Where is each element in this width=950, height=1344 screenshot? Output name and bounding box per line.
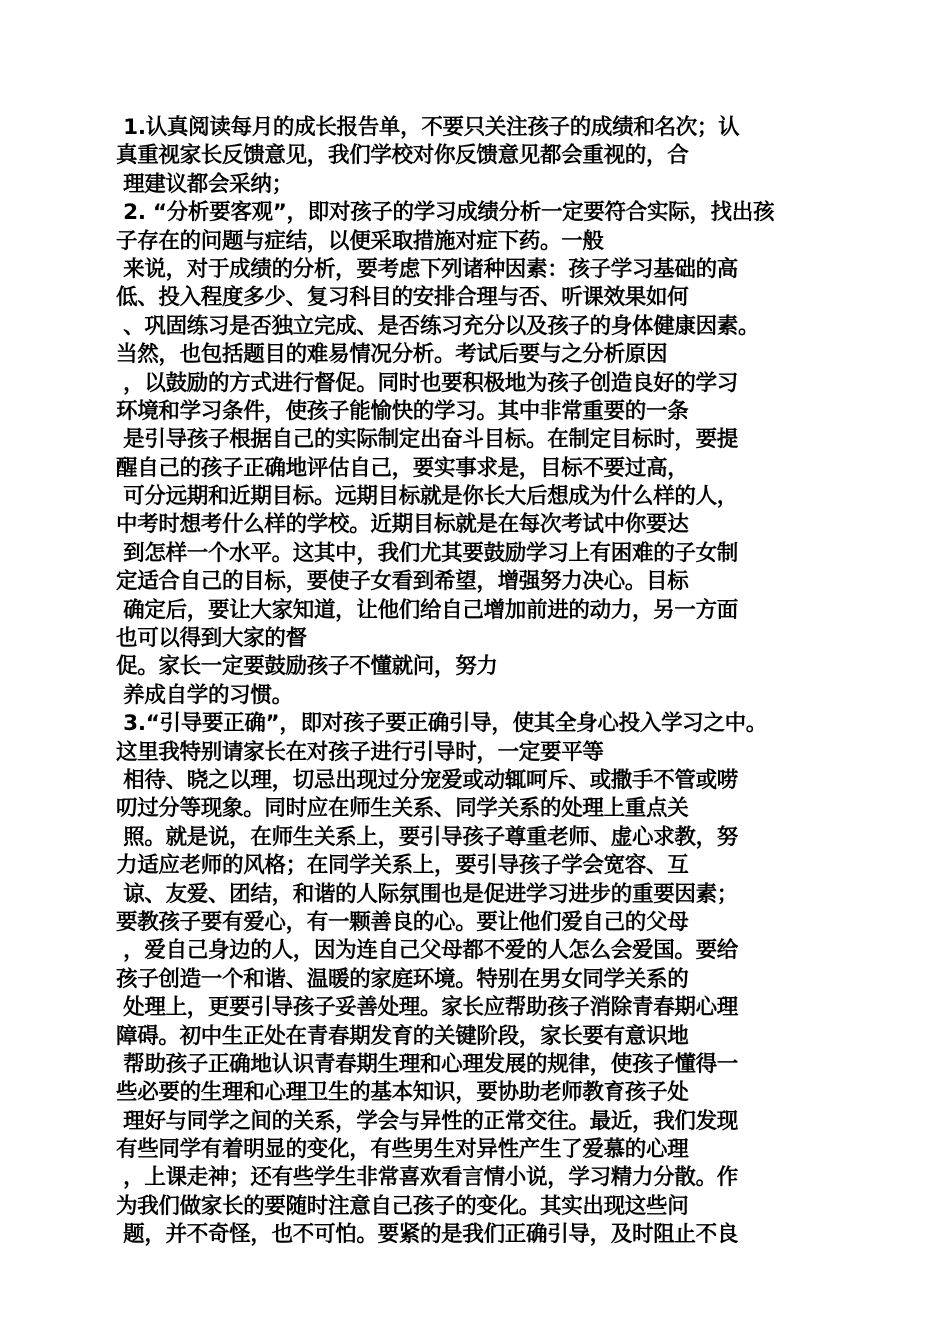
text-line: 为我们做家长的要随时注意自己孩子的变化。其实出现这些问 bbox=[116, 1193, 689, 1219]
text-line: 来说，对于成绩的分析，要考虑下列诸种因素：孩子学习基础的高 bbox=[116, 256, 738, 282]
text-line: 3.“引导要正确”，即对孩子要正确引导，使其全身心投入学习之中。 bbox=[116, 711, 767, 737]
text-line: 低、投入程度多少、复习科目的安排合理与否、听课效果如何 bbox=[116, 285, 689, 311]
text-line: 理建议都会采纳； bbox=[116, 171, 293, 197]
text-line: 谅、友爱、团结，和谐的人际氛围也是促进学习进步的重要因素； bbox=[116, 881, 738, 907]
text-line: 1.认真阅读每月的成长报告单，不要只关注孩子的成绩和名次；认 bbox=[116, 115, 740, 140]
text-line: 帮助孩子正确地认识青春期生理和心理发展的规律，使孩子懂得一 bbox=[116, 1051, 738, 1077]
text-line: 环境和学习条件，使孩子能愉快的学习。其中非常重要的一条 bbox=[116, 398, 689, 424]
text-line: 到怎样一个水平。这其中，我们尤其要鼓励学习上有困难的子女制 bbox=[116, 540, 738, 566]
text-line: 障碍。初中生正处在青春期发育的关键阶段，家长要有意识地 bbox=[116, 1023, 689, 1049]
text-line: 是引导孩子根据自己的实际制定出奋斗目标。在制定目标时，要提 bbox=[116, 427, 738, 453]
text-line: 相待、晓之以理，切忌出现过分宠爱或动辄呵斥、或撒手不管或唠 bbox=[116, 767, 738, 793]
text-line: 养成自学的习惯。 bbox=[116, 682, 293, 708]
text-line: ，上课走神；还有些学生非常喜欢看言情小说，学习精力分散。作 bbox=[116, 1165, 738, 1191]
text-line: 处理上，更要引导孩子妥善处理。家长应帮助孩子消除青春期心理 bbox=[116, 995, 738, 1021]
text-line: ，爱自己身边的人，因为连自己父母都不爱的人怎么会爱国。要给 bbox=[116, 938, 738, 964]
text-line: ，以鼓励的方式进行督促。同时也要积极地为孩子创造良好的学习 bbox=[116, 370, 738, 396]
text-line: 中考时想考什么样的学校。近期目标就是在每次考试中你要达 bbox=[116, 512, 689, 538]
text-line: 叨过分等现象。同时应在师生关系、同学关系的处理上重点关 bbox=[116, 796, 689, 822]
text-line: 照。就是说，在师生关系上，要引导孩子尊重老师、虚心求教，努 bbox=[116, 824, 738, 850]
text-line: 真重视家长反馈意见，我们学校对你反馈意见都会重视的，合 bbox=[116, 143, 689, 169]
text-line: 确定后，要让大家知道，让他们给自己增加前进的动力，另一方面 bbox=[116, 597, 738, 623]
text-line: 也可以得到大家的督 bbox=[116, 626, 307, 652]
text-line: 要教孩子要有爱心，有一颗善良的心。要让他们爱自己的父母 bbox=[116, 909, 689, 935]
text-line: 当然，也包括题目的难易情况分析。考试后要与之分析原因 bbox=[116, 342, 668, 368]
text-line: 定适合自己的目标，要使子女看到希望，增强努力决心。目标 bbox=[116, 569, 689, 595]
body-text bbox=[116, 114, 826, 1250]
text-line: 子存在的问题与症结，以便采取措施对症下药。一般 bbox=[116, 228, 604, 254]
text-line: 、巩固练习是否独立完成、是否练习充分以及孩子的身体健康因素。 bbox=[116, 313, 760, 339]
text-line: 这里我特别请家长在对孩子进行引导时，一定要平等 bbox=[116, 739, 604, 765]
text-line: 题，并不奇怪，也不可怕。要紧的是我们正确引导，及时阻止不良 bbox=[116, 1222, 738, 1248]
text-line: 孩子创造一个和谐、温暖的家庭环境。特别在男女同学关系的 bbox=[116, 966, 689, 992]
text-line: 促。家长一定要鼓励孩子不懂就问，努力 bbox=[116, 654, 498, 680]
text-line: 些必要的生理和心理卫生的基本知识，要协助老师教育孩子处 bbox=[116, 1080, 689, 1106]
text-line: 醒自己的孩子正确地评估自己，要实事求是，目标不要过高， bbox=[116, 455, 689, 481]
text-line: 可分远期和近期目标。远期目标就是你长大后想成为什么样的人， bbox=[116, 484, 738, 510]
text-line: 2. “分析要客观”，即对孩子的学习成绩分析一定要符合实际，找出孩 bbox=[116, 200, 775, 226]
text-line: 力适应老师的风格；在同学关系上，要引导孩子学会宽容、互 bbox=[116, 853, 689, 879]
text-line: 有些同学有着明显的变化，有些男生对异性产生了爱慕的心理 bbox=[116, 1137, 689, 1163]
text-line: 理好与同学之间的关系，学会与异性的正常交往。最近，我们发现 bbox=[116, 1108, 738, 1134]
